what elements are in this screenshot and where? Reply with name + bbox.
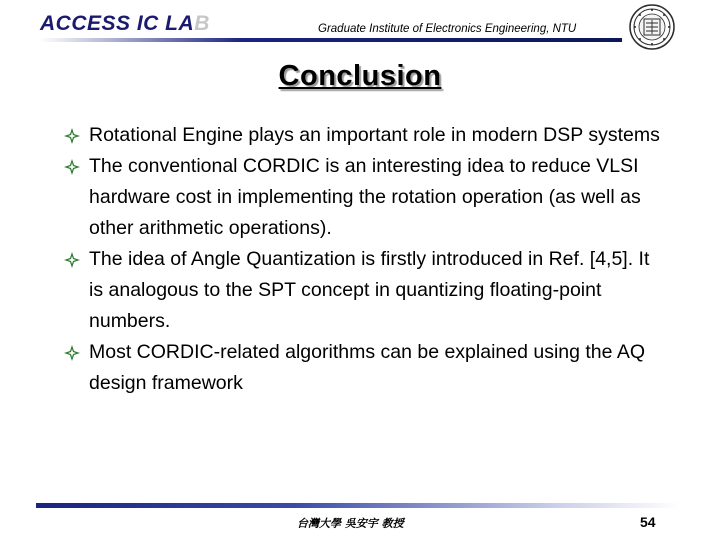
logo-text-faded: B — [194, 12, 210, 35]
bullet-text: The idea of Angle Quantization is firstly introduced in Ref. [4,5]. It is analogous to the SPT concept in quantizing floating-point numbers. — [89, 248, 650, 332]
bullet-item — [64, 244, 664, 337]
bullet-text: Rotational Engine plays an important role in modern DSP systems — [89, 124, 660, 146]
logo-text-main: ACCESS IC LA — [40, 12, 195, 35]
page-number: 54 — [640, 514, 656, 530]
bullet-item — [64, 337, 664, 399]
diamond-bullet-icon — [64, 128, 80, 144]
bullet-text: The conventional CORDIC is an interesting idea to reduce VLSI hardware cost in implementing the rotation operation (as well as other arithmetic operations). — [89, 155, 641, 239]
diamond-bullet-icon — [64, 252, 80, 268]
footer-author: 台灣大學 吳安宇 教授 — [297, 517, 404, 530]
footer-rule — [36, 503, 680, 508]
header-logo — [40, 12, 210, 36]
diamond-bullet-icon — [64, 159, 80, 175]
diamond-bullet-icon — [64, 345, 80, 361]
bullet-item — [64, 151, 664, 244]
bullet-list — [64, 120, 664, 399]
bullet-text: Most CORDIC-related algorithms can be explained using the AQ design framework — [89, 341, 646, 394]
header-subtitle: Graduate Institute of Electronics Engineering, NTU — [318, 23, 577, 35]
bullet-item — [64, 120, 664, 151]
slide-title: Conclusion — [278, 60, 442, 92]
header-rule — [40, 38, 622, 42]
university-seal-icon — [629, 4, 675, 50]
